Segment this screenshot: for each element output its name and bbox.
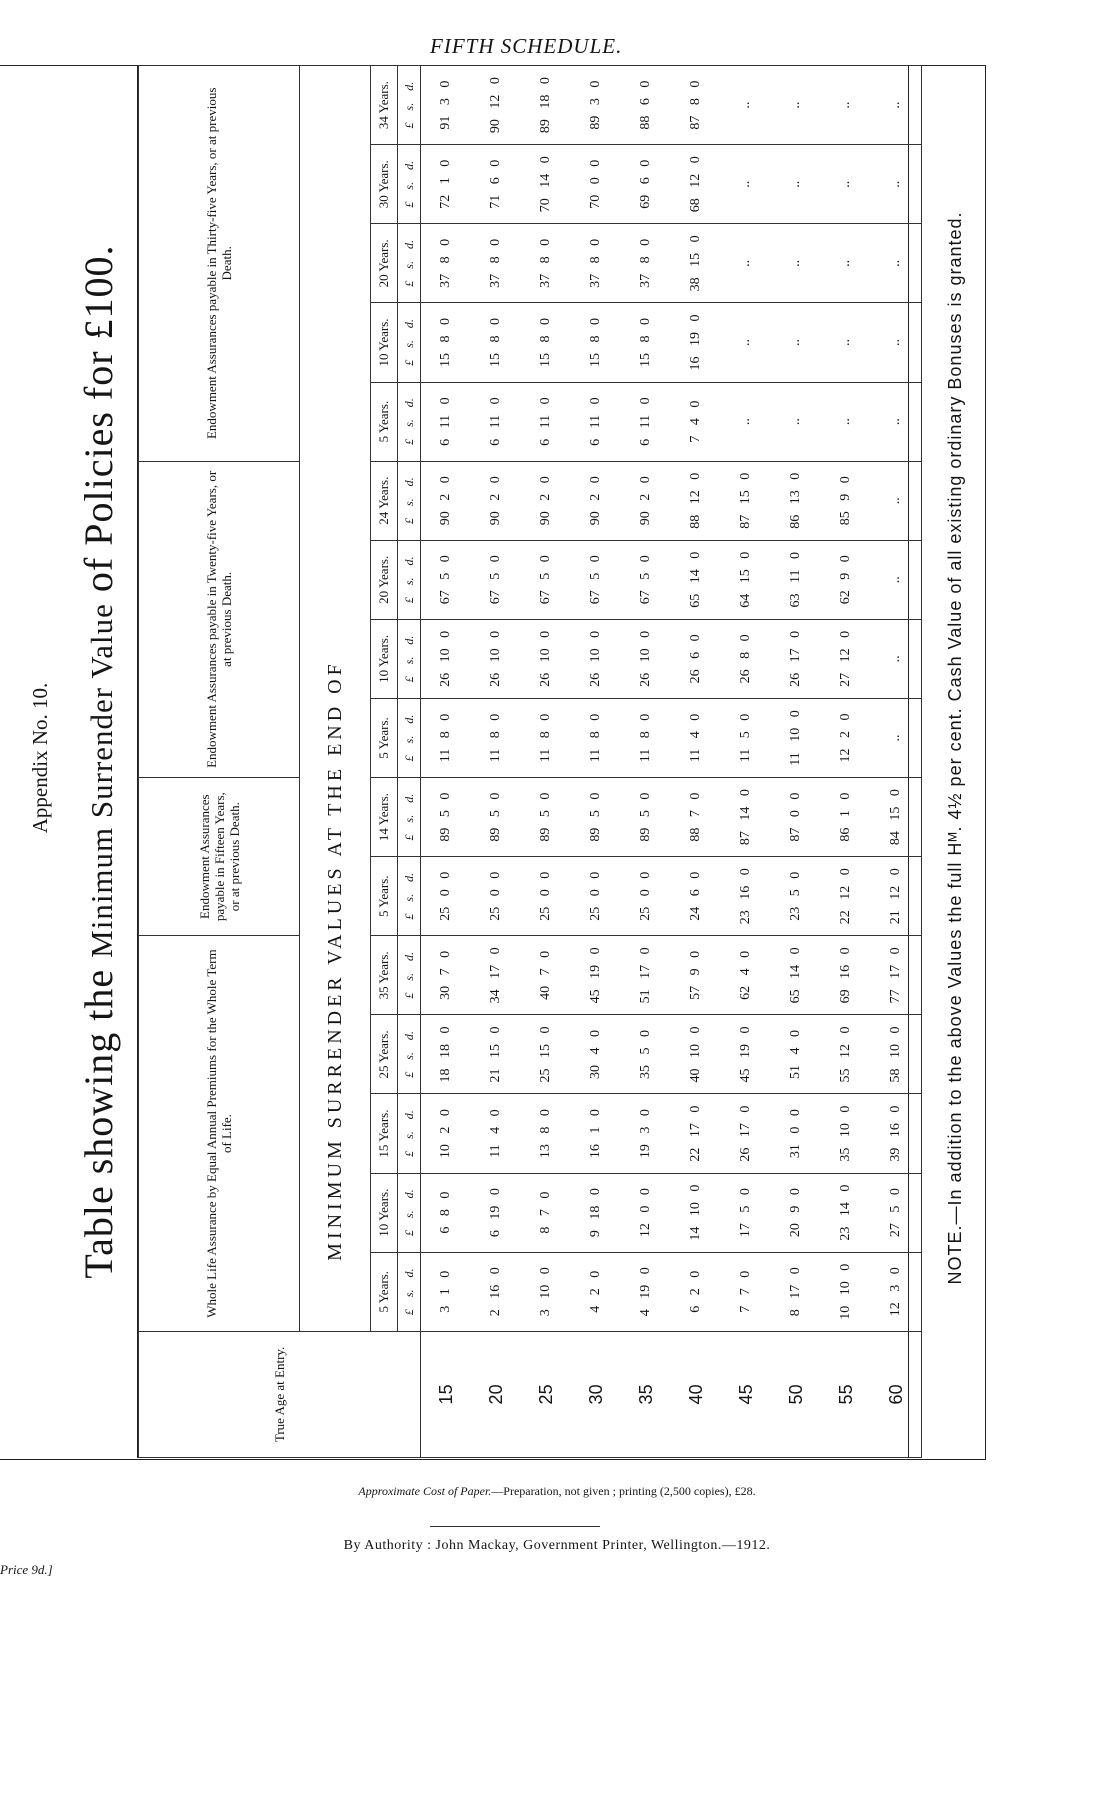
value-cell: .. bbox=[821, 224, 871, 303]
year-header: 10 Years. bbox=[371, 1173, 398, 1252]
value-cell: 26 10 0 bbox=[521, 619, 571, 698]
value-cell: 26 17 0 bbox=[721, 1094, 771, 1173]
year-header: 20 Years. bbox=[371, 224, 398, 303]
authority-line: By Authority : John Mackay, Government Printer, Wellington.—1912. bbox=[343, 1538, 771, 1553]
value-cell: 85 9 0 bbox=[821, 461, 871, 540]
value-cell: 10 2 0 bbox=[421, 1094, 472, 1173]
value-cell: 37 8 0 bbox=[621, 224, 671, 303]
cost-of-paper bbox=[0, 1484, 1114, 1499]
units-header: £ s. d. bbox=[398, 303, 421, 382]
year-header: 35 Years. bbox=[371, 936, 398, 1015]
age-cell: 55 bbox=[821, 1331, 871, 1457]
value-cell: .. bbox=[721, 303, 771, 382]
value-cell: 67 5 0 bbox=[571, 540, 621, 619]
title-subject: Minimum Surrender Value bbox=[84, 603, 119, 958]
table-row bbox=[671, 66, 721, 1458]
units-header: £ s. d. bbox=[398, 224, 421, 303]
value-cell: 72 1 0 bbox=[421, 145, 472, 224]
value-cell: 70 0 0 bbox=[571, 145, 621, 224]
year-header: 14 Years. bbox=[371, 778, 398, 857]
value-cell: .. bbox=[871, 145, 922, 224]
value-cell: 22 12 0 bbox=[821, 857, 871, 936]
units-header: £ s. d. bbox=[398, 1252, 421, 1331]
units-header: £ s. d. bbox=[398, 778, 421, 857]
value-cell: 17 5 0 bbox=[721, 1173, 771, 1252]
cost-label: Approximate Cost of Paper. bbox=[358, 1484, 492, 1498]
value-cell: 24 6 0 bbox=[671, 857, 721, 936]
value-cell: 6 11 0 bbox=[521, 382, 571, 461]
value-cell: 71 6 0 bbox=[471, 145, 521, 224]
table-row bbox=[471, 66, 521, 1458]
age-cell: 60 bbox=[871, 1331, 922, 1457]
value-cell: 30 4 0 bbox=[571, 1015, 621, 1094]
value-cell: 91 3 0 bbox=[421, 66, 472, 145]
value-cell: 15 8 0 bbox=[521, 303, 571, 382]
value-cell: 19 3 0 bbox=[621, 1094, 671, 1173]
value-cell: 3 1 0 bbox=[421, 1252, 472, 1331]
value-cell: 51 4 0 bbox=[771, 1015, 821, 1094]
value-cell: 8 17 0 bbox=[771, 1252, 821, 1331]
value-cell: 35 10 0 bbox=[821, 1094, 871, 1173]
value-cell: 6 11 0 bbox=[471, 382, 521, 461]
value-cell: .. bbox=[721, 145, 771, 224]
bonus-note: NOTE.—In addition to the above Values the full Hᴹ. 4½ per cent. Cash Value of all existing ordinary Bonuses is granted. bbox=[945, 211, 965, 1285]
table-row bbox=[571, 66, 621, 1458]
table-row bbox=[521, 66, 571, 1458]
value-cell: 89 5 0 bbox=[421, 778, 472, 857]
value-cell: 6 2 0 bbox=[671, 1252, 721, 1331]
value-cell: .. bbox=[771, 303, 821, 382]
price-label: Price 9d.] bbox=[0, 1562, 53, 1577]
table-row bbox=[421, 66, 472, 1458]
rotated-page bbox=[0, 65, 985, 1458]
units-header: £ s. d. bbox=[398, 1094, 421, 1173]
table-row bbox=[871, 66, 922, 1458]
value-cell: 11 5 0 bbox=[721, 698, 771, 777]
value-cell: 10 10 0 bbox=[821, 1252, 871, 1331]
value-cell: 16 19 0 bbox=[671, 303, 721, 382]
value-cell: 13 8 0 bbox=[521, 1094, 571, 1173]
value-cell: .. bbox=[721, 382, 771, 461]
value-cell: 86 13 0 bbox=[771, 461, 821, 540]
value-cell: 25 0 0 bbox=[621, 857, 671, 936]
value-cell: 25 0 0 bbox=[571, 857, 621, 936]
value-cell: 69 16 0 bbox=[821, 936, 871, 1015]
units-header: £ s. d. bbox=[398, 619, 421, 698]
value-cell: 25 0 0 bbox=[521, 857, 571, 936]
year-header: 5 Years. bbox=[371, 382, 398, 461]
value-cell: 6 11 0 bbox=[621, 382, 671, 461]
value-cell: 77 17 0 bbox=[871, 936, 922, 1015]
units-header: £ s. d. bbox=[398, 66, 421, 145]
value-cell: .. bbox=[871, 382, 922, 461]
value-cell: 25 0 0 bbox=[421, 857, 472, 936]
age-cell: 40 bbox=[671, 1331, 721, 1457]
units-header: £ s. d. bbox=[398, 936, 421, 1015]
table-row bbox=[721, 66, 771, 1458]
value-cell: 3 10 0 bbox=[521, 1252, 571, 1331]
endow25-header: Endowment Assurances payable in Twenty-five Years, or at previous Death. bbox=[139, 461, 300, 777]
units-header: £ s. d. bbox=[398, 1173, 421, 1252]
year-header: 25 Years. bbox=[371, 1015, 398, 1094]
units-header: £ s. d. bbox=[398, 461, 421, 540]
age-header: True Age at Entry. bbox=[139, 1331, 421, 1457]
value-cell: .. bbox=[821, 66, 871, 145]
value-cell: 58 10 0 bbox=[871, 1015, 922, 1094]
value-cell: .. bbox=[871, 224, 922, 303]
value-cell: 26 10 0 bbox=[471, 619, 521, 698]
age-cell: 20 bbox=[471, 1331, 521, 1457]
value-cell: 51 17 0 bbox=[621, 936, 671, 1015]
year-header: 5 Years. bbox=[371, 698, 398, 777]
value-cell: 25 15 0 bbox=[521, 1015, 571, 1094]
age-cell: 30 bbox=[571, 1331, 621, 1457]
value-cell: 21 15 0 bbox=[471, 1015, 521, 1094]
age-cell: 50 bbox=[771, 1331, 821, 1457]
year-header: 15 Years. bbox=[371, 1094, 398, 1173]
value-cell: 11 4 0 bbox=[671, 698, 721, 777]
value-cell: 26 10 0 bbox=[421, 619, 472, 698]
value-cell: 90 2 0 bbox=[471, 461, 521, 540]
value-cell: 62 9 0 bbox=[821, 540, 871, 619]
value-cell: 87 14 0 bbox=[721, 778, 771, 857]
value-cell: 89 3 0 bbox=[571, 66, 621, 145]
value-cell: 4 19 0 bbox=[621, 1252, 671, 1331]
value-cell: 88 7 0 bbox=[671, 778, 721, 857]
value-cell: .. bbox=[721, 66, 771, 145]
value-cell: 31 0 0 bbox=[771, 1094, 821, 1173]
value-cell: 37 8 0 bbox=[521, 224, 571, 303]
value-cell: 11 8 0 bbox=[571, 698, 621, 777]
value-cell: 18 18 0 bbox=[421, 1015, 472, 1094]
value-cell: 89 5 0 bbox=[571, 778, 621, 857]
year-header: 34 Years. bbox=[371, 66, 398, 145]
value-cell: 15 8 0 bbox=[471, 303, 521, 382]
value-cell: 37 8 0 bbox=[471, 224, 521, 303]
value-cell: 37 8 0 bbox=[421, 224, 472, 303]
value-cell: 23 14 0 bbox=[821, 1173, 871, 1252]
value-cell: 87 0 0 bbox=[771, 778, 821, 857]
table-row bbox=[771, 66, 821, 1458]
value-cell: 26 6 0 bbox=[671, 619, 721, 698]
value-cell: 12 0 0 bbox=[621, 1173, 671, 1252]
value-cell: 37 8 0 bbox=[571, 224, 621, 303]
value-cell: 35 5 0 bbox=[621, 1015, 671, 1094]
value-cell: 67 5 0 bbox=[521, 540, 571, 619]
value-cell: .. bbox=[771, 145, 821, 224]
units-header: £ s. d. bbox=[398, 698, 421, 777]
value-cell: 90 12 0 bbox=[471, 66, 521, 145]
year-header: 30 Years. bbox=[371, 145, 398, 224]
value-cell: .. bbox=[871, 66, 922, 145]
title-suffix: of Policies for £100. bbox=[76, 244, 121, 593]
value-cell: 7 7 0 bbox=[721, 1252, 771, 1331]
value-cell: 70 14 0 bbox=[521, 145, 571, 224]
value-cell: 88 12 0 bbox=[671, 461, 721, 540]
age-cell: 25 bbox=[521, 1331, 571, 1457]
value-cell: .. bbox=[771, 224, 821, 303]
value-cell: .. bbox=[821, 145, 871, 224]
value-cell: 90 2 0 bbox=[621, 461, 671, 540]
divider-rule bbox=[430, 1526, 600, 1527]
value-cell: 23 5 0 bbox=[771, 857, 821, 936]
value-cell: 6 11 0 bbox=[421, 382, 472, 461]
value-cell: 26 17 0 bbox=[771, 619, 821, 698]
value-cell: .. bbox=[821, 303, 871, 382]
age-cell: 15 bbox=[421, 1331, 472, 1457]
value-cell: 62 4 0 bbox=[721, 936, 771, 1015]
value-cell: 23 16 0 bbox=[721, 857, 771, 936]
value-cell: 12 2 0 bbox=[821, 698, 871, 777]
value-cell: 16 1 0 bbox=[571, 1094, 621, 1173]
value-cell: 11 8 0 bbox=[471, 698, 521, 777]
value-cell: 40 10 0 bbox=[671, 1015, 721, 1094]
value-cell: 11 8 0 bbox=[421, 698, 472, 777]
cost-text: —Preparation, not given ; printing (2,500 copies), £28. bbox=[491, 1484, 756, 1498]
surrender-table-box bbox=[137, 65, 909, 1458]
value-cell: 87 15 0 bbox=[721, 461, 771, 540]
value-cell: 11 8 0 bbox=[621, 698, 671, 777]
value-cell: 4 2 0 bbox=[571, 1252, 621, 1331]
value-cell: 11 4 0 bbox=[471, 1094, 521, 1173]
value-cell: 86 1 0 bbox=[821, 778, 871, 857]
value-cell: 55 12 0 bbox=[821, 1015, 871, 1094]
value-cell: 89 5 0 bbox=[471, 778, 521, 857]
year-header: 5 Years. bbox=[371, 1252, 398, 1331]
value-cell: 2 16 0 bbox=[471, 1252, 521, 1331]
year-header: 10 Years. bbox=[371, 619, 398, 698]
value-cell: 8 7 0 bbox=[521, 1173, 571, 1252]
value-cell: .. bbox=[871, 698, 922, 777]
value-cell: 45 19 0 bbox=[571, 936, 621, 1015]
value-cell: 34 17 0 bbox=[471, 936, 521, 1015]
value-cell: 40 7 0 bbox=[521, 936, 571, 1015]
age-cell: 45 bbox=[721, 1331, 771, 1457]
value-cell: 88 6 0 bbox=[621, 66, 671, 145]
units-header: £ s. d. bbox=[398, 145, 421, 224]
endow35-header: Endowment Assurances payable in Thirty-five Years, or at previous Death. bbox=[139, 66, 300, 462]
value-cell: .. bbox=[771, 66, 821, 145]
value-cell: 65 14 0 bbox=[671, 540, 721, 619]
value-cell: 22 17 0 bbox=[671, 1094, 721, 1173]
value-cell: 20 9 0 bbox=[771, 1173, 821, 1252]
table-row bbox=[821, 66, 871, 1458]
value-cell: 68 12 0 bbox=[671, 145, 721, 224]
units-header: £ s. d. bbox=[398, 1015, 421, 1094]
value-cell: 9 18 0 bbox=[571, 1173, 621, 1252]
value-cell: 15 8 0 bbox=[621, 303, 671, 382]
value-cell: 57 9 0 bbox=[671, 936, 721, 1015]
value-cell: 11 8 0 bbox=[521, 698, 571, 777]
value-cell: 25 0 0 bbox=[471, 857, 521, 936]
value-cell: 64 15 0 bbox=[721, 540, 771, 619]
value-cell: 15 8 0 bbox=[421, 303, 472, 382]
value-cell: .. bbox=[821, 382, 871, 461]
value-cell: 67 5 0 bbox=[471, 540, 521, 619]
value-cell: 84 15 0 bbox=[871, 778, 922, 857]
value-cell: 69 6 0 bbox=[621, 145, 671, 224]
value-cell: 39 16 0 bbox=[871, 1094, 922, 1173]
value-cell: 67 5 0 bbox=[621, 540, 671, 619]
value-cell: 45 19 0 bbox=[721, 1015, 771, 1094]
value-cell: 30 7 0 bbox=[421, 936, 472, 1015]
value-cell: 6 8 0 bbox=[421, 1173, 472, 1252]
value-cell: 63 11 0 bbox=[771, 540, 821, 619]
value-cell: 27 5 0 bbox=[871, 1173, 922, 1252]
value-cell: 15 8 0 bbox=[571, 303, 621, 382]
value-cell: .. bbox=[771, 382, 821, 461]
value-cell: 7 4 0 bbox=[671, 382, 721, 461]
surrender-value-table bbox=[138, 65, 922, 1458]
appendix-label: Appendix No. 10. bbox=[28, 682, 52, 834]
table-row bbox=[621, 66, 671, 1458]
units-header: £ s. d. bbox=[398, 382, 421, 461]
min-surrender-header: MINIMUM SURRENDER VALUES AT THE END OF bbox=[300, 66, 371, 1332]
value-cell: .. bbox=[871, 619, 922, 698]
schedule-title: FIFTH SCHEDULE. bbox=[430, 34, 623, 58]
value-cell: 14 10 0 bbox=[671, 1173, 721, 1252]
value-cell: 26 10 0 bbox=[621, 619, 671, 698]
value-cell: 90 2 0 bbox=[521, 461, 571, 540]
value-cell: 90 2 0 bbox=[571, 461, 621, 540]
value-cell: .. bbox=[871, 303, 922, 382]
endow15-header: Endowment Assurances payable in Fifteen Years, or at previous Death. bbox=[139, 778, 300, 936]
value-cell: 12 3 0 bbox=[871, 1252, 922, 1331]
value-cell: 21 12 0 bbox=[871, 857, 922, 936]
value-cell: 27 12 0 bbox=[821, 619, 871, 698]
units-header: £ s. d. bbox=[398, 857, 421, 936]
value-cell: 26 8 0 bbox=[721, 619, 771, 698]
value-cell: 26 10 0 bbox=[571, 619, 621, 698]
value-cell: 89 5 0 bbox=[521, 778, 571, 857]
value-cell: 90 2 0 bbox=[421, 461, 472, 540]
year-header: 10 Years. bbox=[371, 303, 398, 382]
value-cell: 89 18 0 bbox=[521, 66, 571, 145]
value-cell: .. bbox=[871, 461, 922, 540]
value-cell: .. bbox=[871, 540, 922, 619]
value-cell: 87 8 0 bbox=[671, 66, 721, 145]
year-header: 20 Years. bbox=[371, 540, 398, 619]
value-cell: 38 15 0 bbox=[671, 224, 721, 303]
value-cell: 89 5 0 bbox=[621, 778, 671, 857]
year-header: 5 Years. bbox=[371, 857, 398, 936]
title-prefix: Table showing the bbox=[76, 968, 121, 1279]
whole-life-header: Whole Life Assurance by Equal Annual Premiums for the Whole Term of Life. bbox=[139, 936, 300, 1332]
units-header: £ s. d. bbox=[398, 540, 421, 619]
value-cell: 11 10 0 bbox=[771, 698, 821, 777]
age-cell: 35 bbox=[621, 1331, 671, 1457]
value-cell: 67 5 0 bbox=[421, 540, 472, 619]
table-title bbox=[75, 65, 122, 1458]
value-cell: 65 14 0 bbox=[771, 936, 821, 1015]
value-cell: 6 11 0 bbox=[571, 382, 621, 461]
value-cell: 6 19 0 bbox=[471, 1173, 521, 1252]
value-cell: .. bbox=[721, 224, 771, 303]
year-header: 24 Years. bbox=[371, 461, 398, 540]
